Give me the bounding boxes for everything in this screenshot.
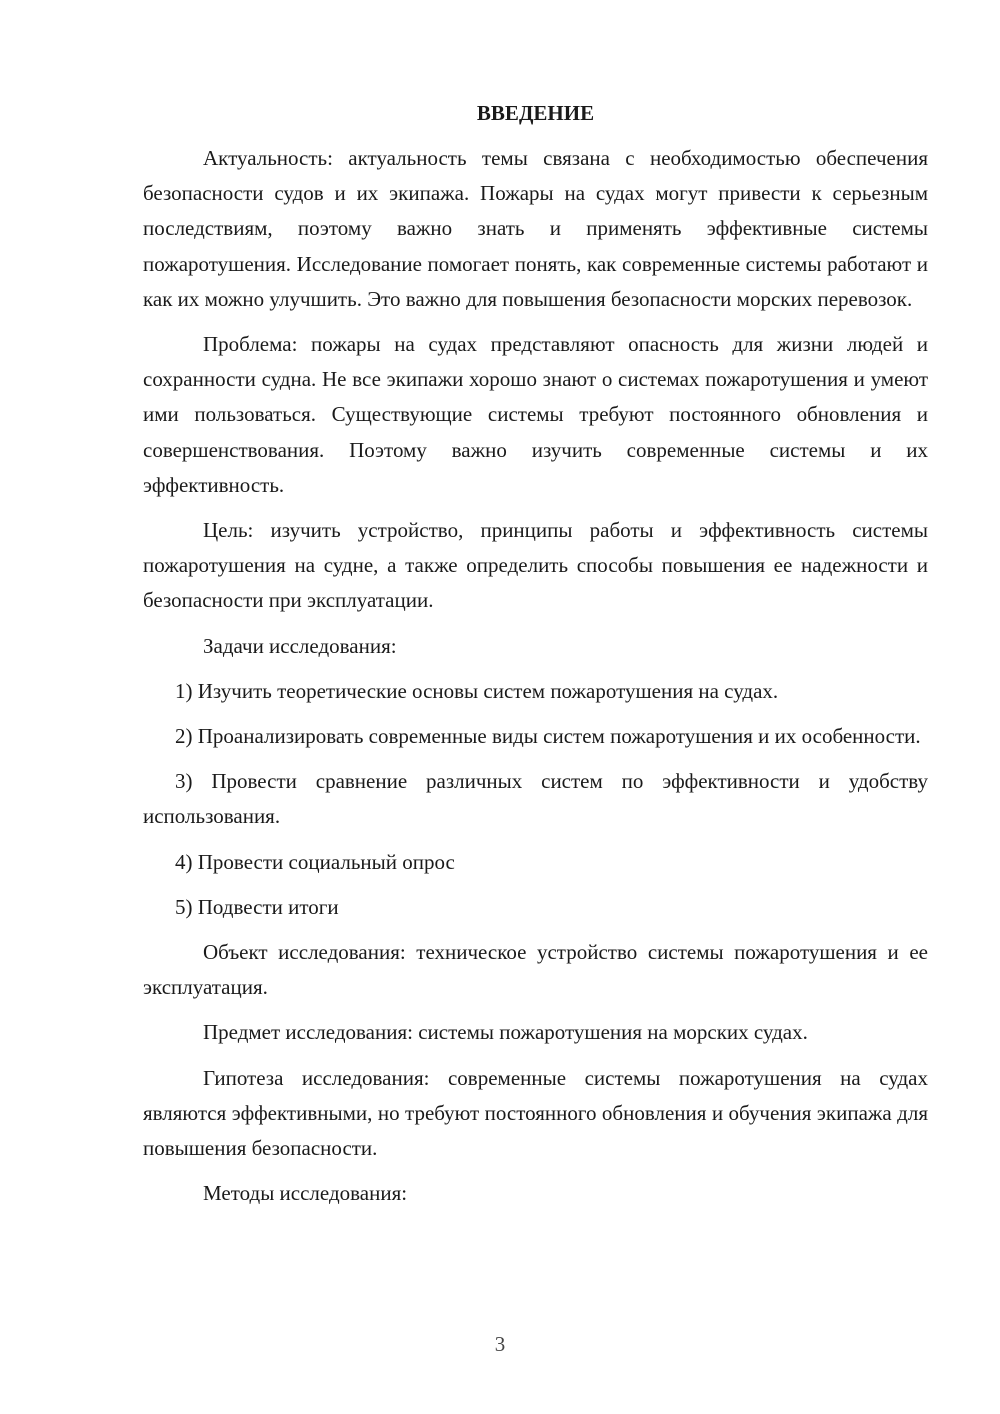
paragraph-goal: Цель: изучить устройство, принципы работы и эффективность системы пожаротушения на судне, а также определить способы повышения ее надежности и безопасности при эксплуатации.: [143, 518, 928, 613]
paragraph-tasks-heading: Задачи исследования:: [203, 633, 397, 658]
task-item-1: 1) Изучить теоретические основы систем пожаротушения на судах.: [175, 678, 779, 703]
paragraph-object: Объект исследования: техническое устройство системы пожаротушения и ее эксплуатация.: [143, 940, 928, 1000]
task-item-5: 5) Подвести итоги: [175, 894, 339, 919]
paragraph-methods: Методы исследования:: [203, 1181, 408, 1206]
paragraph-hypothesis: Гипотеза исследования: современные системы пожаротушения на судах являются эффективными, но требуют постоянного обновления и обучения экипажа для повышения безопасности.: [143, 1065, 928, 1161]
task-item-4: 4) Провести социальный опрос: [175, 849, 455, 874]
paragraph-relevance: Актуальность: актуальность темы связана с необходимостью обеспечения безопасности судов и их экипажа. Пожары на судах могут привести к серьезным последствиям, поэтому важно знать и применять эффективные системы пожаротушения. Исследование помогает понять, как современные системы работают и как их можно улучшить. Это важно для повышения безопасности морских перевозок.: [143, 146, 928, 311]
page-number: 3: [494, 1332, 506, 1356]
task-item-3: 3) Провести сравнение различных систем по эффективности и удобству использования.: [143, 769, 928, 829]
document-page: [143, 96, 928, 1221]
paragraph-subject: Предмет исследования: системы пожаротушения на морских судах.: [203, 1020, 808, 1045]
section-title: ВВЕДЕНИЕ: [476, 101, 595, 125]
task-item-2: 2) Проанализировать современные виды систем пожаротушения и их особенности.: [175, 724, 921, 749]
paragraph-problem: Проблема: пожары на судах представляют опасность для жизни людей и сохранности судна. Не все экипажи хорошо знают о системах пожаротушения и умеют ими пользоваться. Существующие системы требуют постоянного обновления и совершенствования. Поэтому важно изучить современные системы и их эффективность.: [143, 332, 928, 497]
